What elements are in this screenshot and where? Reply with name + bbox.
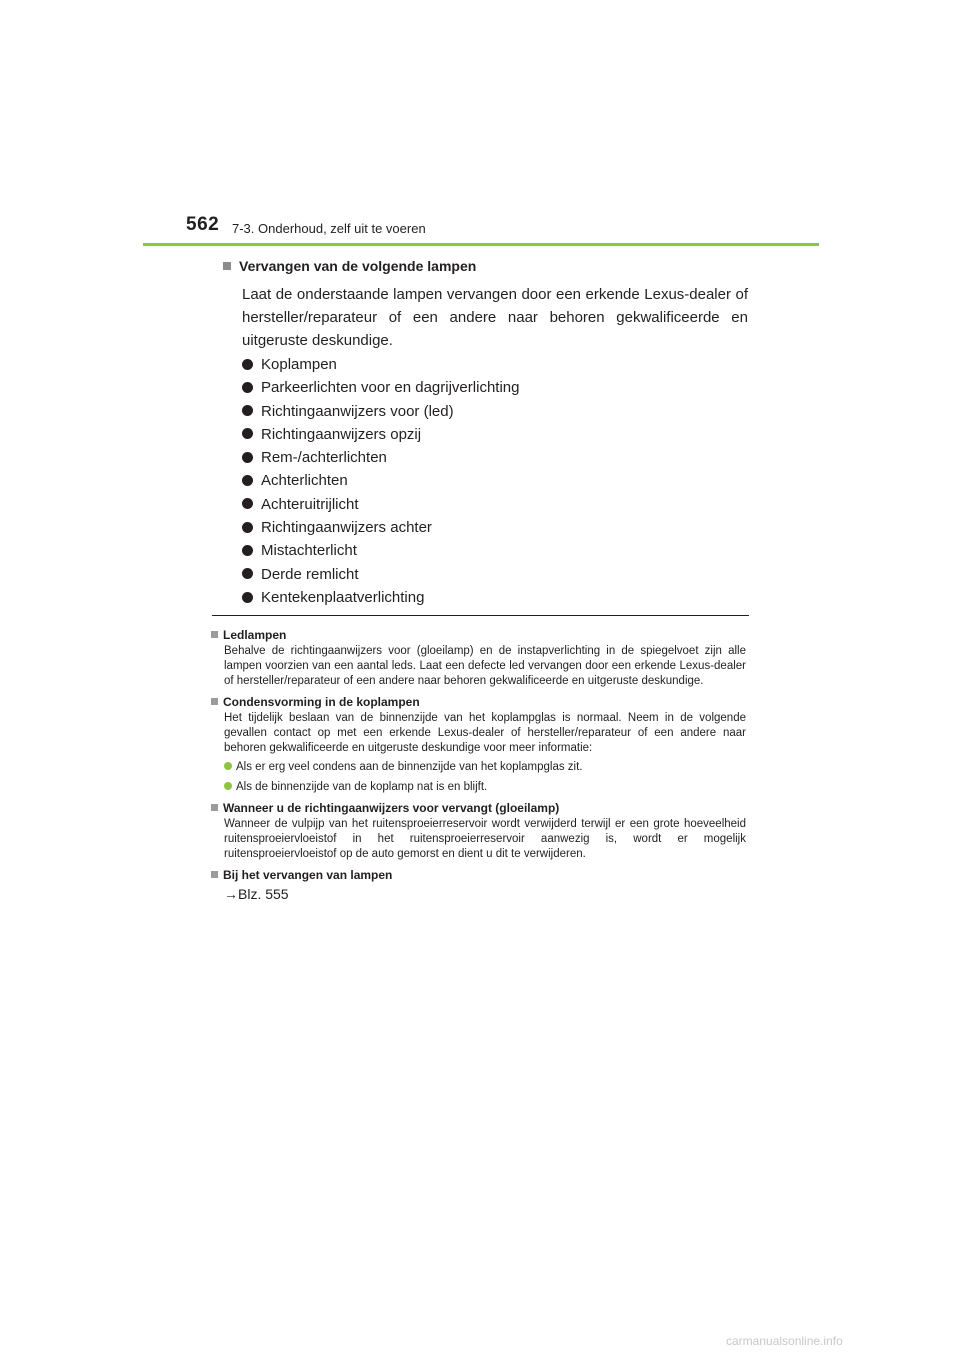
footer-watermark: carmanualsonline.info bbox=[726, 1334, 843, 1348]
square-bullet-icon bbox=[211, 871, 218, 878]
condens-list bbox=[224, 760, 746, 795]
list-item: Derde remlicht bbox=[242, 563, 748, 586]
section-heading-text: Vervangen van de volgende lampen bbox=[239, 258, 477, 274]
section-body: Laat de onderstaande lampen vervangen door een erkende Lexus-dealer of hersteller/reparateur of een andere naar behoren gekwalificeerde en uitgeruste deskundige. bbox=[242, 286, 748, 349]
list-item: Als de binnenzijde van de koplamp nat is en blijft. bbox=[224, 780, 746, 795]
note-body: Behalve de richtingaanwijzers voor (gloeilamp) en de instapverlichting in de spiegelvoet zijn alle lampen voorzien van een aantal leds. Laat een defecte led vervangen door een erkende Lexus-dealer of hersteller/reparateur of een andere naar behoren gekwalificeerde en uitgeruste deskundige. bbox=[224, 645, 746, 687]
note-heading: Ledlampen bbox=[211, 627, 746, 644]
list-item: Richtingaanwijzers voor (led) bbox=[242, 400, 748, 423]
note-heading: Wanneer u de richtingaanwijzers voor vervangt (gloeilamp) bbox=[211, 800, 746, 817]
bullet-icon bbox=[242, 592, 253, 603]
bullet-icon bbox=[242, 405, 253, 416]
list-item: Achteruitrijlicht bbox=[242, 493, 748, 516]
notes-divider bbox=[212, 615, 749, 616]
note-ledlampen bbox=[211, 627, 746, 689]
note-body: Wanneer de vulpijp van het ruitensproeierreservoir wordt verwijderd terwijl er een grote hoeveelheid ruitensproeiervloeistof in het ruitensproeierreservoir aanwezig is, wordt er mogelijk ruitensproeiervloeistof op de auto gemorst en dient u dit te verwijderen. bbox=[224, 818, 746, 860]
bullet-icon bbox=[242, 452, 253, 463]
square-bullet-icon bbox=[211, 698, 218, 705]
main-section bbox=[223, 254, 748, 609]
notes-section bbox=[211, 627, 746, 909]
page-number: 562 bbox=[186, 214, 220, 235]
list-item: Richtingaanwijzers achter bbox=[242, 516, 748, 539]
list-item: Als er erg veel condens aan de binnenzijde van het koplampglas zit. bbox=[224, 760, 746, 775]
note-condensvorming bbox=[211, 694, 746, 795]
header-divider bbox=[143, 243, 819, 246]
list-item: Kentekenplaatverlichting bbox=[242, 586, 748, 609]
square-bullet-icon bbox=[223, 262, 231, 270]
section-title: 7-3. Onderhoud, zelf uit te voeren bbox=[232, 221, 426, 236]
note-body: Het tijdelijk beslaan van de binnenzijde van het koplampglas is normaal. Neem in de volgende gevallen contact op met een erkende Lexus-dealer of hersteller/reparateur of een andere naar behoren gekwalificeerde en uitgeruste deskundige voor meer informatie: bbox=[224, 712, 746, 754]
bullet-icon bbox=[242, 545, 253, 556]
bullet-icon bbox=[242, 522, 253, 533]
list-item: Richtingaanwijzers opzij bbox=[242, 423, 748, 446]
list-item: Rem-/achterlichten bbox=[242, 446, 748, 469]
note-heading: Condensvorming in de koplampen bbox=[211, 694, 746, 711]
list-item: Achterlichten bbox=[242, 469, 748, 492]
bullet-icon bbox=[242, 475, 253, 486]
bullet-icon bbox=[242, 382, 253, 393]
bullet-icon bbox=[224, 762, 232, 770]
bullet-icon bbox=[224, 782, 232, 790]
square-bullet-icon bbox=[211, 631, 218, 638]
bullet-icon bbox=[242, 498, 253, 509]
bullet-icon bbox=[242, 428, 253, 439]
square-bullet-icon bbox=[211, 804, 218, 811]
list-item: Koplampen bbox=[242, 353, 748, 376]
note-vervangen-lampen bbox=[211, 867, 746, 904]
list-item: Mistachterlicht bbox=[242, 539, 748, 562]
note-richtingaanwijzers bbox=[211, 800, 746, 862]
bullet-icon bbox=[242, 359, 253, 370]
note-heading: Bij het vervangen van lampen bbox=[211, 867, 746, 884]
page-reference-link[interactable]: →Blz. 555 bbox=[224, 886, 289, 902]
bullet-icon bbox=[242, 568, 253, 579]
section-heading bbox=[223, 254, 748, 278]
lamp-list bbox=[242, 353, 748, 609]
list-item: Parkeerlichten voor en dagrijverlichting bbox=[242, 376, 748, 399]
